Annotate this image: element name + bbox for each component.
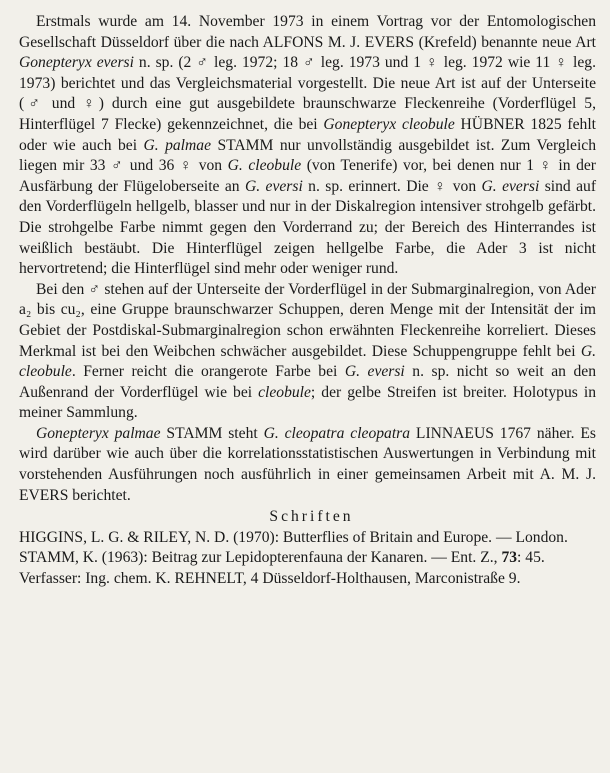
species-name: Gonepteryx cleobule xyxy=(323,115,455,133)
text-segment: Erstmals wurde am 14. November 1973 in einem Vortrag vor der Entomologischen Gesellschaft Düsseldorf über die nach ALFONS M. J. EVERS (Krefeld) benannte neue Art xyxy=(19,13,596,51)
species-name: G. eversi xyxy=(481,177,540,195)
references-heading: Schriften xyxy=(269,508,354,526)
text-segment: ; der gelbe Streifen ist breiter. Holotypus in meiner Sammlung. xyxy=(19,383,596,422)
text-segment: Bei den ♂ stehen auf der Unterseite der Vorderflügel in der Submarginalregion, von Ader a₂ bis cu₂, eine Gruppe braunschwarzer Schuppen, deren Menge mit der Intensität der im Gebiet der Postdiskal-Submarginalregion schon erwähnten Fleckenreihe korreliert. Dieses Merkmal ist bei den Weibchen schwächer ausgebildet. Diese Schuppengruppe fehlt bei xyxy=(19,280,596,360)
reference-text: STAMM, K. (1963): Beitrag zur Lepidopterenfauna der Kanaren. — Ent. Z., xyxy=(19,549,502,567)
body-text xyxy=(19,12,596,506)
text-segment: (von Tenerife) vor, bei denen nur 1 ♀ in der Ausfärbung der Flügeloberseite an xyxy=(19,157,596,195)
reference-volume: 73 xyxy=(501,549,518,567)
species-name: G. cleobule xyxy=(227,157,302,175)
text-segment: HÜBNER 1825 fehlt oder wie auch bei xyxy=(19,115,596,154)
text-segment: STAMM nur unvollständig ausgebildet ist. Zum Vergleich liegen mir 33 ♂ und 36 ♀ von xyxy=(19,136,596,175)
species-name: cleobule xyxy=(258,383,311,401)
reference-entry xyxy=(19,569,596,590)
text-segment: n. sp. nicht so weit an den Außenrand der Vorderflügel wie bei xyxy=(19,363,596,401)
species-name: G. eversi xyxy=(244,177,303,195)
species-name: G. palmae xyxy=(143,136,211,154)
reference-entry xyxy=(19,548,596,569)
species-name: Gonepteryx eversi xyxy=(19,54,134,72)
text-segment: STAMM steht xyxy=(160,424,264,442)
species-name: G. cleopatra cleopatra xyxy=(263,424,411,442)
reference-list xyxy=(19,528,596,590)
reference-text: HIGGINS, L. G. & RILEY, N. D. (1970): Butterflies of Britain and Europe. — London. xyxy=(19,528,568,546)
text-segment: sind auf den Vorderflügeln hellgelb, blasser und nur in der Diskalregion intensiver strohgelb gefärbt. Die strohgelbe Farbe nimmt gegen den Vorderrand zu; der Bereich des Hinterrandes ist weißlich bestäubt. Die Hinterflügel zeigen hellgelbe Farbe, die Ader 3 ist nicht hervortretend; die Hinterflügel sind mehr oder weniger rund. xyxy=(19,177,597,278)
body-paragraph xyxy=(19,424,596,506)
text-segment: LINNAEUS 1767 näher. Es wird darüber wie auch über die korrelationsstatistischen Auswertungen in Verbindung mit vorstehenden Ausführungen noch ausführlich in einer gemeinsamen Arbeit mit A. M. J. EVERS berichtet. xyxy=(19,424,596,504)
species-name: G. cleobule xyxy=(19,342,596,381)
text-segment: . Ferner reicht die orangerote Farbe bei xyxy=(71,363,345,381)
species-name: Gonepteryx palmae xyxy=(36,424,161,442)
body-paragraph xyxy=(19,12,596,280)
species-name: G. eversi xyxy=(344,363,405,381)
reference-text: : 45. xyxy=(517,549,545,567)
reference-text: Verfasser: Ing. chem. K. REHNELT, 4 Düsseldorf-Holthausen, Marconistraße 9. xyxy=(19,570,521,588)
text-segment: n. sp. erinnert. Die ♀ von xyxy=(302,177,482,195)
body-paragraph xyxy=(19,280,596,424)
text-segment: n. sp. (2 ♂ leg. 1972; 18 ♂ leg. 1973 und 1 ♀ leg. 1972 wie 11 ♀ leg. 1973) berichtet und das Vergleichsmaterial vorgestellt. Die neue Art ist auf der Unterseite (♂ und ♀) durch eine gut ausgebildete braunschwarze Fleckenreihe (Vorderflügel 5, Hinterflügel 7 Flecke) gekennzeichnet, die bei xyxy=(19,54,596,133)
reference-entry xyxy=(19,528,596,549)
